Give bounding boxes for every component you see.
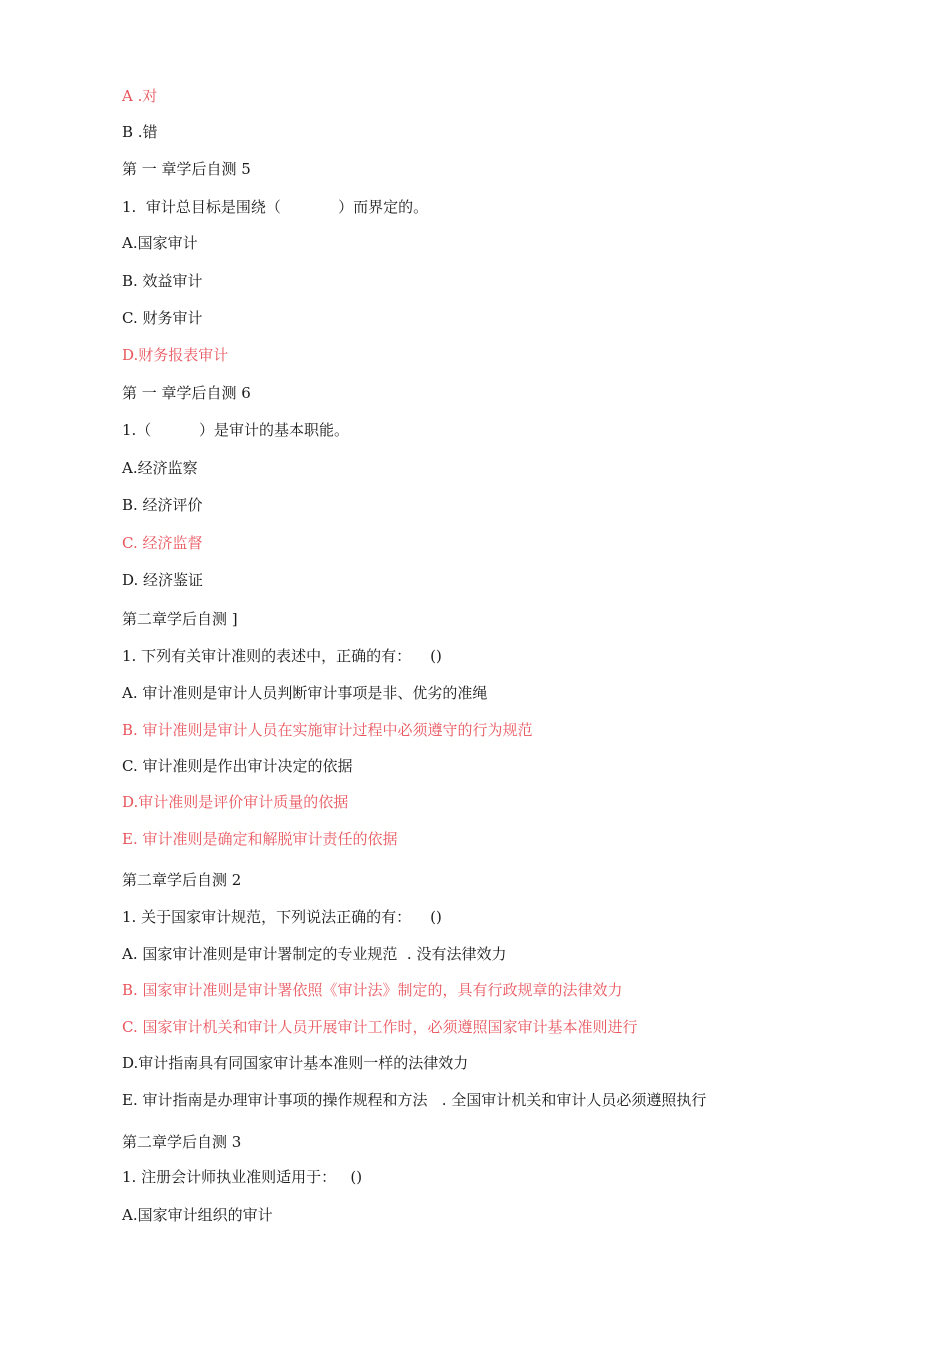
question-text: 1. 下列有关审计准则的表述中，正确的有： (): [122, 647, 442, 665]
question-text: 1. 审计总目标是围绕（ ）而界定的。: [122, 198, 429, 216]
question-text: 1. 关于国家审计规范，下列说法正确的有： (): [122, 908, 442, 926]
answer-option: D.审计准则是评价审计质量的依据: [122, 793, 349, 811]
answer-option: A.经济监察: [122, 459, 198, 477]
answer-option: C. 财务审计: [122, 309, 203, 327]
answer-option: A.国家审计组织的审计: [122, 1206, 273, 1224]
section-heading: 第 一 章学后自测 6: [122, 384, 251, 402]
question-text: 1. 注册会计师执业准则适用于： (): [122, 1168, 363, 1186]
section-heading: 第二章学后自测 ]: [122, 610, 238, 628]
answer-option: B. 经济评价: [122, 496, 203, 514]
answer-option: A.国家审计: [122, 234, 198, 252]
answer-option: B. 效益审计: [122, 272, 203, 290]
answer-option: B. 国家审计准则是审计署依照《审计法》制定的，具有行政规章的法律效力: [122, 981, 623, 999]
answer-option: A. 审计准则是审计人员判断审计事项是非、优劣的准绳: [122, 684, 488, 702]
section-heading: 第二章学后自测 2: [122, 871, 242, 889]
answer-option: E. 审计准则是确定和解脱审计责任的依据: [122, 830, 398, 848]
answer-option: C. 经济监督: [122, 534, 203, 552]
answer-option: D. 经济鉴证: [122, 571, 204, 589]
section-heading: 第二章学后自测 3: [122, 1133, 242, 1151]
answer-option: C. 审计准则是作出审计决定的依据: [122, 757, 353, 775]
answer-option: C. 国家审计机关和审计人员开展审计工作时，必须遵照国家审计基本准则进行: [122, 1018, 638, 1036]
question-text: 1.（ ）是审计的基本职能。: [122, 421, 349, 439]
answer-option: D.财务报表审计: [122, 346, 229, 364]
answer-option: B .错: [122, 123, 158, 141]
section-heading: 第 一 章学后自测 5: [122, 160, 251, 178]
answer-option: A .对: [122, 87, 158, 105]
answer-option: D.审计指南具有同国家审计基本准则一样的法律效力: [122, 1054, 469, 1072]
answer-option: A. 国家审计准则是审计署制定的专业规范 . 没有法律效力: [122, 945, 507, 963]
answer-option: B. 审计准则是审计人员在实施审计过程中必须遵守的行为规范: [122, 721, 533, 739]
answer-option: E. 审计指南是办理审计事项的操作规程和方法 . 全国审计机关和审计人员必须遵照执行: [122, 1091, 707, 1109]
